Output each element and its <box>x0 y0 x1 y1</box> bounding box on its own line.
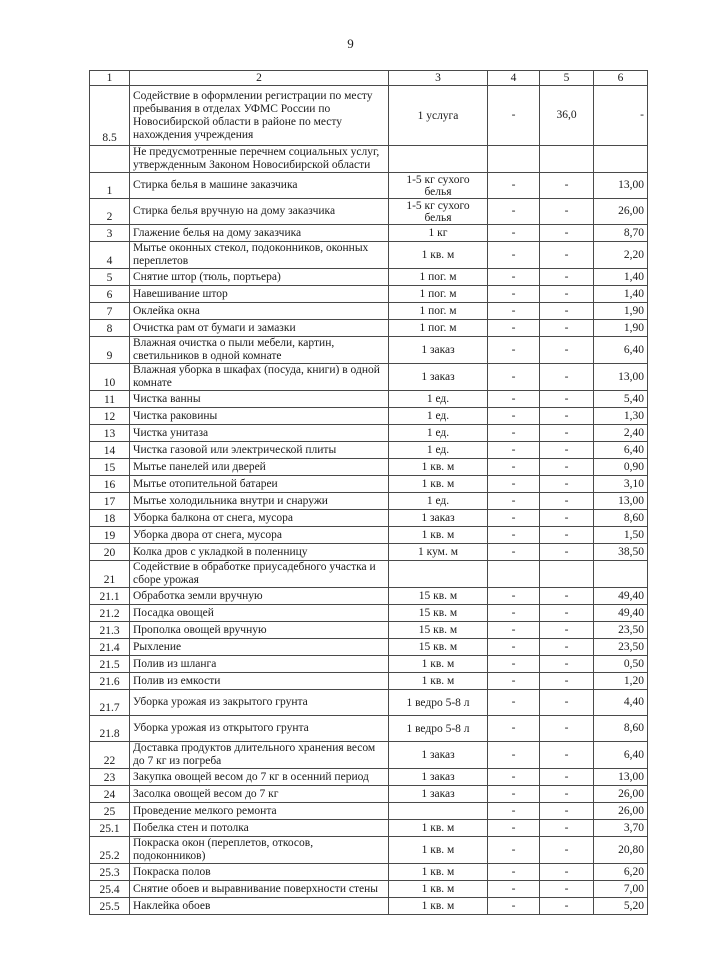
column-5-cell <box>540 146 594 173</box>
table-row <box>90 269 648 286</box>
service-name-cell: Побелка стен и потолка <box>130 820 389 837</box>
row-number-cell: 21.8 <box>90 716 130 742</box>
service-name-cell: Колка дров с укладкой в поленницу <box>130 544 389 561</box>
service-name-cell: Проведение мелкого ремонта <box>130 803 389 820</box>
price-cell: 8,60 <box>594 716 648 742</box>
price-cell: 1,40 <box>594 269 648 286</box>
column-5-cell: - <box>540 459 594 476</box>
column-5-cell: 36,0 <box>540 86 594 146</box>
service-name-cell: Прополка овощей вручную <box>130 622 389 639</box>
unit-cell: 1 пог. м <box>389 320 488 337</box>
unit-cell: 1 заказ <box>389 786 488 803</box>
service-name-cell: Уборка балкона от снега, мусора <box>130 510 389 527</box>
unit-cell: 1 пог. м <box>389 303 488 320</box>
unit-cell: 1 заказ <box>389 337 488 364</box>
service-name-cell: Чистка унитаза <box>130 425 389 442</box>
service-name-cell: Содействие в оформлении регистрации по месту пребывания в отделах УФМС России по Новосибирской области в районе по месту нахождения учреждения <box>130 86 389 146</box>
unit-cell: 1 кв. м <box>389 898 488 915</box>
row-number-cell: 25.2 <box>90 837 130 864</box>
service-name-cell: Оклейка окна <box>130 303 389 320</box>
table-row <box>90 881 648 898</box>
row-number-cell: 25 <box>90 803 130 820</box>
price-cell: 6,20 <box>594 864 648 881</box>
unit-cell: 1 кв. м <box>389 527 488 544</box>
column-4-cell: - <box>488 544 540 561</box>
service-name-cell: Навешивание штор <box>130 286 389 303</box>
header-cell: 5 <box>540 71 594 86</box>
table-row <box>90 622 648 639</box>
column-5-cell: - <box>540 242 594 269</box>
service-name-cell: Мытье оконных стекол, подоконников, оконных переплетов <box>130 242 389 269</box>
price-cell: 13,00 <box>594 493 648 510</box>
service-name-cell: Покраска окон (переплетов, откосов, подоконников) <box>130 837 389 864</box>
table-row <box>90 86 648 146</box>
table-row <box>90 588 648 605</box>
table-row <box>90 493 648 510</box>
table-row <box>90 459 648 476</box>
price-cell: 1,90 <box>594 320 648 337</box>
price-cell: 1,50 <box>594 527 648 544</box>
row-number-cell: 16 <box>90 476 130 493</box>
price-cell <box>594 561 648 588</box>
column-4-cell: - <box>488 673 540 690</box>
table-row <box>90 199 648 225</box>
column-4-cell: - <box>488 786 540 803</box>
service-name-cell: Покраска полов <box>130 864 389 881</box>
column-5-cell: - <box>540 269 594 286</box>
price-cell: 38,50 <box>594 544 648 561</box>
row-number-cell: 1 <box>90 173 130 199</box>
unit-cell <box>389 146 488 173</box>
row-number-cell: 25.3 <box>90 864 130 881</box>
unit-cell: 1 кв. м <box>389 820 488 837</box>
row-number-cell: 25.4 <box>90 881 130 898</box>
column-5-cell: - <box>540 605 594 622</box>
price-cell: 8,60 <box>594 510 648 527</box>
column-4-cell: - <box>488 510 540 527</box>
column-5-cell: - <box>540 320 594 337</box>
column-5-cell: - <box>540 303 594 320</box>
column-4-cell: - <box>488 320 540 337</box>
row-number-cell: 10 <box>90 364 130 391</box>
service-name-cell: Чистка газовой или электрической плиты <box>130 442 389 459</box>
unit-cell: 1-5 кг сухого белья <box>389 173 488 199</box>
table-row <box>90 364 648 391</box>
table-row <box>90 391 648 408</box>
price-cell: 13,00 <box>594 769 648 786</box>
price-cell: 8,70 <box>594 225 648 242</box>
column-5-cell: - <box>540 493 594 510</box>
unit-cell: 1 ведро 5-8 л <box>389 716 488 742</box>
column-5-cell: - <box>540 690 594 716</box>
column-5-cell: - <box>540 442 594 459</box>
price-cell: 1,40 <box>594 286 648 303</box>
service-name-cell: Доставка продуктов длительного хранения весом до 7 кг из погреба <box>130 742 389 769</box>
table-row <box>90 544 648 561</box>
service-name-cell: Мытье холодильника внутри и снаружи <box>130 493 389 510</box>
row-number-cell: 6 <box>90 286 130 303</box>
unit-cell: 1 заказ <box>389 742 488 769</box>
price-cell: 23,50 <box>594 639 648 656</box>
column-4-cell: - <box>488 364 540 391</box>
row-number-cell: 2 <box>90 199 130 225</box>
service-name-cell: Влажная очистка о пыли мебели, картин, светильников в одной комнате <box>130 337 389 364</box>
page-number: 9 <box>347 36 354 51</box>
unit-cell: 1 ведро 5-8 л <box>389 690 488 716</box>
service-name-cell: Уборка урожая из открытого грунта <box>130 716 389 742</box>
service-name-cell: Мытье панелей или дверей <box>130 459 389 476</box>
table-row <box>90 146 648 173</box>
unit-cell: 1 кг <box>389 225 488 242</box>
unit-cell: 1 ед. <box>389 442 488 459</box>
header-cell: 1 <box>90 71 130 86</box>
price-cell: 2,40 <box>594 425 648 442</box>
services-price-table <box>89 70 648 915</box>
table-row <box>90 320 648 337</box>
service-name-cell: Снятие штор (тюль, портьера) <box>130 269 389 286</box>
column-5-cell: - <box>540 476 594 493</box>
unit-cell: 1 кв. м <box>389 881 488 898</box>
column-5-cell: - <box>540 820 594 837</box>
price-cell: 23,50 <box>594 622 648 639</box>
row-number-cell: 14 <box>90 442 130 459</box>
table-row <box>90 820 648 837</box>
service-name-cell: Уборка урожая из закрытого грунта <box>130 690 389 716</box>
column-5-cell: - <box>540 656 594 673</box>
column-4-cell: - <box>488 442 540 459</box>
unit-cell: 15 кв. м <box>389 588 488 605</box>
column-4-cell: - <box>488 639 540 656</box>
table-row <box>90 656 648 673</box>
column-4-cell: - <box>488 303 540 320</box>
unit-cell: 1-5 кг сухого белья <box>389 199 488 225</box>
unit-cell: 1 кв. м <box>389 837 488 864</box>
service-name-cell: Снятие обоев и выравнивание поверхности стены <box>130 881 389 898</box>
header-cell: 3 <box>389 71 488 86</box>
price-cell: 2,20 <box>594 242 648 269</box>
price-cell: 26,00 <box>594 803 648 820</box>
price-cell: 13,00 <box>594 173 648 199</box>
row-number-cell: 15 <box>90 459 130 476</box>
unit-cell: 1 заказ <box>389 510 488 527</box>
table-row <box>90 527 648 544</box>
unit-cell: 1 ед. <box>389 425 488 442</box>
table-row <box>90 673 648 690</box>
row-number-cell <box>90 146 130 173</box>
price-cell: 26,00 <box>594 786 648 803</box>
row-number-cell: 3 <box>90 225 130 242</box>
column-5-cell: - <box>540 673 594 690</box>
row-number-cell: 13 <box>90 425 130 442</box>
column-4-cell: - <box>488 820 540 837</box>
table-row <box>90 337 648 364</box>
table-row <box>90 803 648 820</box>
service-name-cell: Очистка рам от бумаги и замазки <box>130 320 389 337</box>
column-5-cell: - <box>540 881 594 898</box>
price-cell: 49,40 <box>594 605 648 622</box>
table-row <box>90 510 648 527</box>
table-row <box>90 408 648 425</box>
price-cell: 1,90 <box>594 303 648 320</box>
row-number-cell: 24 <box>90 786 130 803</box>
column-5-cell: - <box>540 364 594 391</box>
column-5-cell: - <box>540 199 594 225</box>
unit-cell: 1 кв. м <box>389 673 488 690</box>
column-4-cell: - <box>488 803 540 820</box>
unit-cell: 1 кв. м <box>389 459 488 476</box>
column-5-cell: - <box>540 527 594 544</box>
column-4-cell: - <box>488 286 540 303</box>
column-5-cell: - <box>540 898 594 915</box>
column-5-cell: - <box>540 510 594 527</box>
unit-cell: 1 ед. <box>389 391 488 408</box>
column-4-cell: - <box>488 408 540 425</box>
service-name-cell: Не предусмотренные перечнем социальных услуг, утвержденным Законом Новосибирской области <box>130 146 389 173</box>
unit-cell: 1 кум. м <box>389 544 488 561</box>
row-number-cell: 21.4 <box>90 639 130 656</box>
column-4-cell: - <box>488 898 540 915</box>
column-4-cell: - <box>488 425 540 442</box>
column-4-cell: - <box>488 742 540 769</box>
row-number-cell: 19 <box>90 527 130 544</box>
service-name-cell: Полив из емкости <box>130 673 389 690</box>
unit-cell: 1 пог. м <box>389 269 488 286</box>
column-4-cell: - <box>488 716 540 742</box>
table-row <box>90 286 648 303</box>
column-4-cell: - <box>488 476 540 493</box>
header-cell: 4 <box>488 71 540 86</box>
price-cell: 1,30 <box>594 408 648 425</box>
price-cell <box>594 146 648 173</box>
unit-cell: 1 кв. м <box>389 476 488 493</box>
unit-cell: 1 услуга <box>389 86 488 146</box>
header-cell: 2 <box>130 71 389 86</box>
price-cell: 0,90 <box>594 459 648 476</box>
column-5-cell: - <box>540 716 594 742</box>
unit-cell: 1 кв. м <box>389 864 488 881</box>
price-cell: 0,50 <box>594 656 648 673</box>
price-cell: 20,80 <box>594 837 648 864</box>
table-row <box>90 786 648 803</box>
row-number-cell: 20 <box>90 544 130 561</box>
table-row <box>90 303 648 320</box>
price-cell: - <box>594 86 648 146</box>
table-row <box>90 837 648 864</box>
price-cell: 6,40 <box>594 742 648 769</box>
unit-cell: 1 заказ <box>389 364 488 391</box>
row-number-cell: 23 <box>90 769 130 786</box>
unit-cell: 1 ед. <box>389 493 488 510</box>
column-4-cell: - <box>488 837 540 864</box>
column-4-cell: - <box>488 690 540 716</box>
table-row <box>90 225 648 242</box>
service-name-cell: Влажная уборка в шкафах (посуда, книги) в одной комнате <box>130 364 389 391</box>
column-4-cell: - <box>488 588 540 605</box>
table-row <box>90 690 648 716</box>
unit-cell: 1 кв. м <box>389 656 488 673</box>
service-name-cell: Посадка овощей <box>130 605 389 622</box>
column-5-cell: - <box>540 225 594 242</box>
column-4-cell: - <box>488 86 540 146</box>
row-number-cell: 21 <box>90 561 130 588</box>
price-cell: 5,20 <box>594 898 648 915</box>
column-5-cell: - <box>540 786 594 803</box>
table-row <box>90 605 648 622</box>
price-cell: 6,40 <box>594 442 648 459</box>
table-row <box>90 864 648 881</box>
table-row <box>90 769 648 786</box>
column-4-cell: - <box>488 391 540 408</box>
column-4-cell: - <box>488 459 540 476</box>
row-number-cell: 7 <box>90 303 130 320</box>
column-4-cell: - <box>488 242 540 269</box>
column-4-cell: - <box>488 864 540 881</box>
service-name-cell: Рыхление <box>130 639 389 656</box>
service-name-cell: Чистка раковины <box>130 408 389 425</box>
column-4-cell: - <box>488 527 540 544</box>
unit-cell <box>389 561 488 588</box>
price-cell: 4,40 <box>594 690 648 716</box>
row-number-cell: 11 <box>90 391 130 408</box>
row-number-cell: 12 <box>90 408 130 425</box>
service-name-cell: Содействие в обработке приусадебного участка и сборе урожая <box>130 561 389 588</box>
price-cell: 26,00 <box>594 199 648 225</box>
service-name-cell: Полив из шланга <box>130 656 389 673</box>
column-4-cell: - <box>488 881 540 898</box>
service-name-cell: Уборка двора от снега, мусора <box>130 527 389 544</box>
column-4-cell: - <box>488 656 540 673</box>
service-name-cell: Чистка ванны <box>130 391 389 408</box>
price-cell: 7,00 <box>594 881 648 898</box>
column-5-cell: - <box>540 425 594 442</box>
price-cell: 13,00 <box>594 364 648 391</box>
table-header-row <box>90 71 648 86</box>
column-4-cell <box>488 146 540 173</box>
row-number-cell: 8.5 <box>90 86 130 146</box>
price-cell: 6,40 <box>594 337 648 364</box>
column-4-cell: - <box>488 225 540 242</box>
table-row <box>90 716 648 742</box>
column-5-cell: - <box>540 803 594 820</box>
table-row <box>90 898 648 915</box>
row-number-cell: 18 <box>90 510 130 527</box>
price-cell: 3,70 <box>594 820 648 837</box>
column-5-cell: - <box>540 286 594 303</box>
column-4-cell: - <box>488 269 540 286</box>
column-5-cell: - <box>540 391 594 408</box>
row-number-cell: 21.6 <box>90 673 130 690</box>
table-row <box>90 242 648 269</box>
row-number-cell: 17 <box>90 493 130 510</box>
column-5-cell: - <box>540 742 594 769</box>
table-row <box>90 639 648 656</box>
table-row <box>90 425 648 442</box>
price-cell: 49,40 <box>594 588 648 605</box>
column-4-cell: - <box>488 493 540 510</box>
header-cell: 6 <box>594 71 648 86</box>
unit-cell: 1 кв. м <box>389 242 488 269</box>
table-row <box>90 561 648 588</box>
service-name-cell: Глажение белья на дому заказчика <box>130 225 389 242</box>
unit-cell: 1 заказ <box>389 769 488 786</box>
row-number-cell: 5 <box>90 269 130 286</box>
column-4-cell: - <box>488 173 540 199</box>
unit-cell: 15 кв. м <box>389 622 488 639</box>
column-5-cell: - <box>540 639 594 656</box>
table-row <box>90 476 648 493</box>
unit-cell: 1 пог. м <box>389 286 488 303</box>
service-name-cell: Засолка овощей весом до 7 кг <box>130 786 389 803</box>
row-number-cell: 21.1 <box>90 588 130 605</box>
row-number-cell: 25.1 <box>90 820 130 837</box>
table-row <box>90 173 648 199</box>
column-5-cell: - <box>540 337 594 364</box>
row-number-cell: 25.5 <box>90 898 130 915</box>
price-cell: 1,20 <box>594 673 648 690</box>
row-number-cell: 21.2 <box>90 605 130 622</box>
price-cell: 3,10 <box>594 476 648 493</box>
column-5-cell <box>540 561 594 588</box>
table-row <box>90 742 648 769</box>
column-4-cell: - <box>488 769 540 786</box>
row-number-cell: 21.3 <box>90 622 130 639</box>
row-number-cell: 21.7 <box>90 690 130 716</box>
row-number-cell: 8 <box>90 320 130 337</box>
column-5-cell: - <box>540 864 594 881</box>
service-name-cell: Обработка земли вручную <box>130 588 389 605</box>
column-5-cell: - <box>540 837 594 864</box>
unit-cell: 15 кв. м <box>389 605 488 622</box>
unit-cell: 1 ед. <box>389 408 488 425</box>
column-4-cell: - <box>488 337 540 364</box>
column-5-cell: - <box>540 544 594 561</box>
column-4-cell: - <box>488 622 540 639</box>
row-number-cell: 21.5 <box>90 656 130 673</box>
column-5-cell: - <box>540 588 594 605</box>
service-name-cell: Стирка белья вручную на дому заказчика <box>130 199 389 225</box>
service-name-cell: Мытье отопительной батареи <box>130 476 389 493</box>
column-4-cell: - <box>488 199 540 225</box>
row-number-cell: 9 <box>90 337 130 364</box>
price-cell: 5,40 <box>594 391 648 408</box>
unit-cell: 15 кв. м <box>389 639 488 656</box>
column-4-cell: - <box>488 605 540 622</box>
row-number-cell: 22 <box>90 742 130 769</box>
table-row <box>90 442 648 459</box>
unit-cell <box>389 803 488 820</box>
column-4-cell <box>488 561 540 588</box>
column-5-cell: - <box>540 622 594 639</box>
column-5-cell: - <box>540 173 594 199</box>
column-5-cell: - <box>540 408 594 425</box>
service-name-cell: Закупка овощей весом до 7 кг в осенний период <box>130 769 389 786</box>
service-name-cell: Стирка белья в машине заказчика <box>130 173 389 199</box>
service-name-cell: Наклейка обоев <box>130 898 389 915</box>
column-5-cell: - <box>540 769 594 786</box>
row-number-cell: 4 <box>90 242 130 269</box>
